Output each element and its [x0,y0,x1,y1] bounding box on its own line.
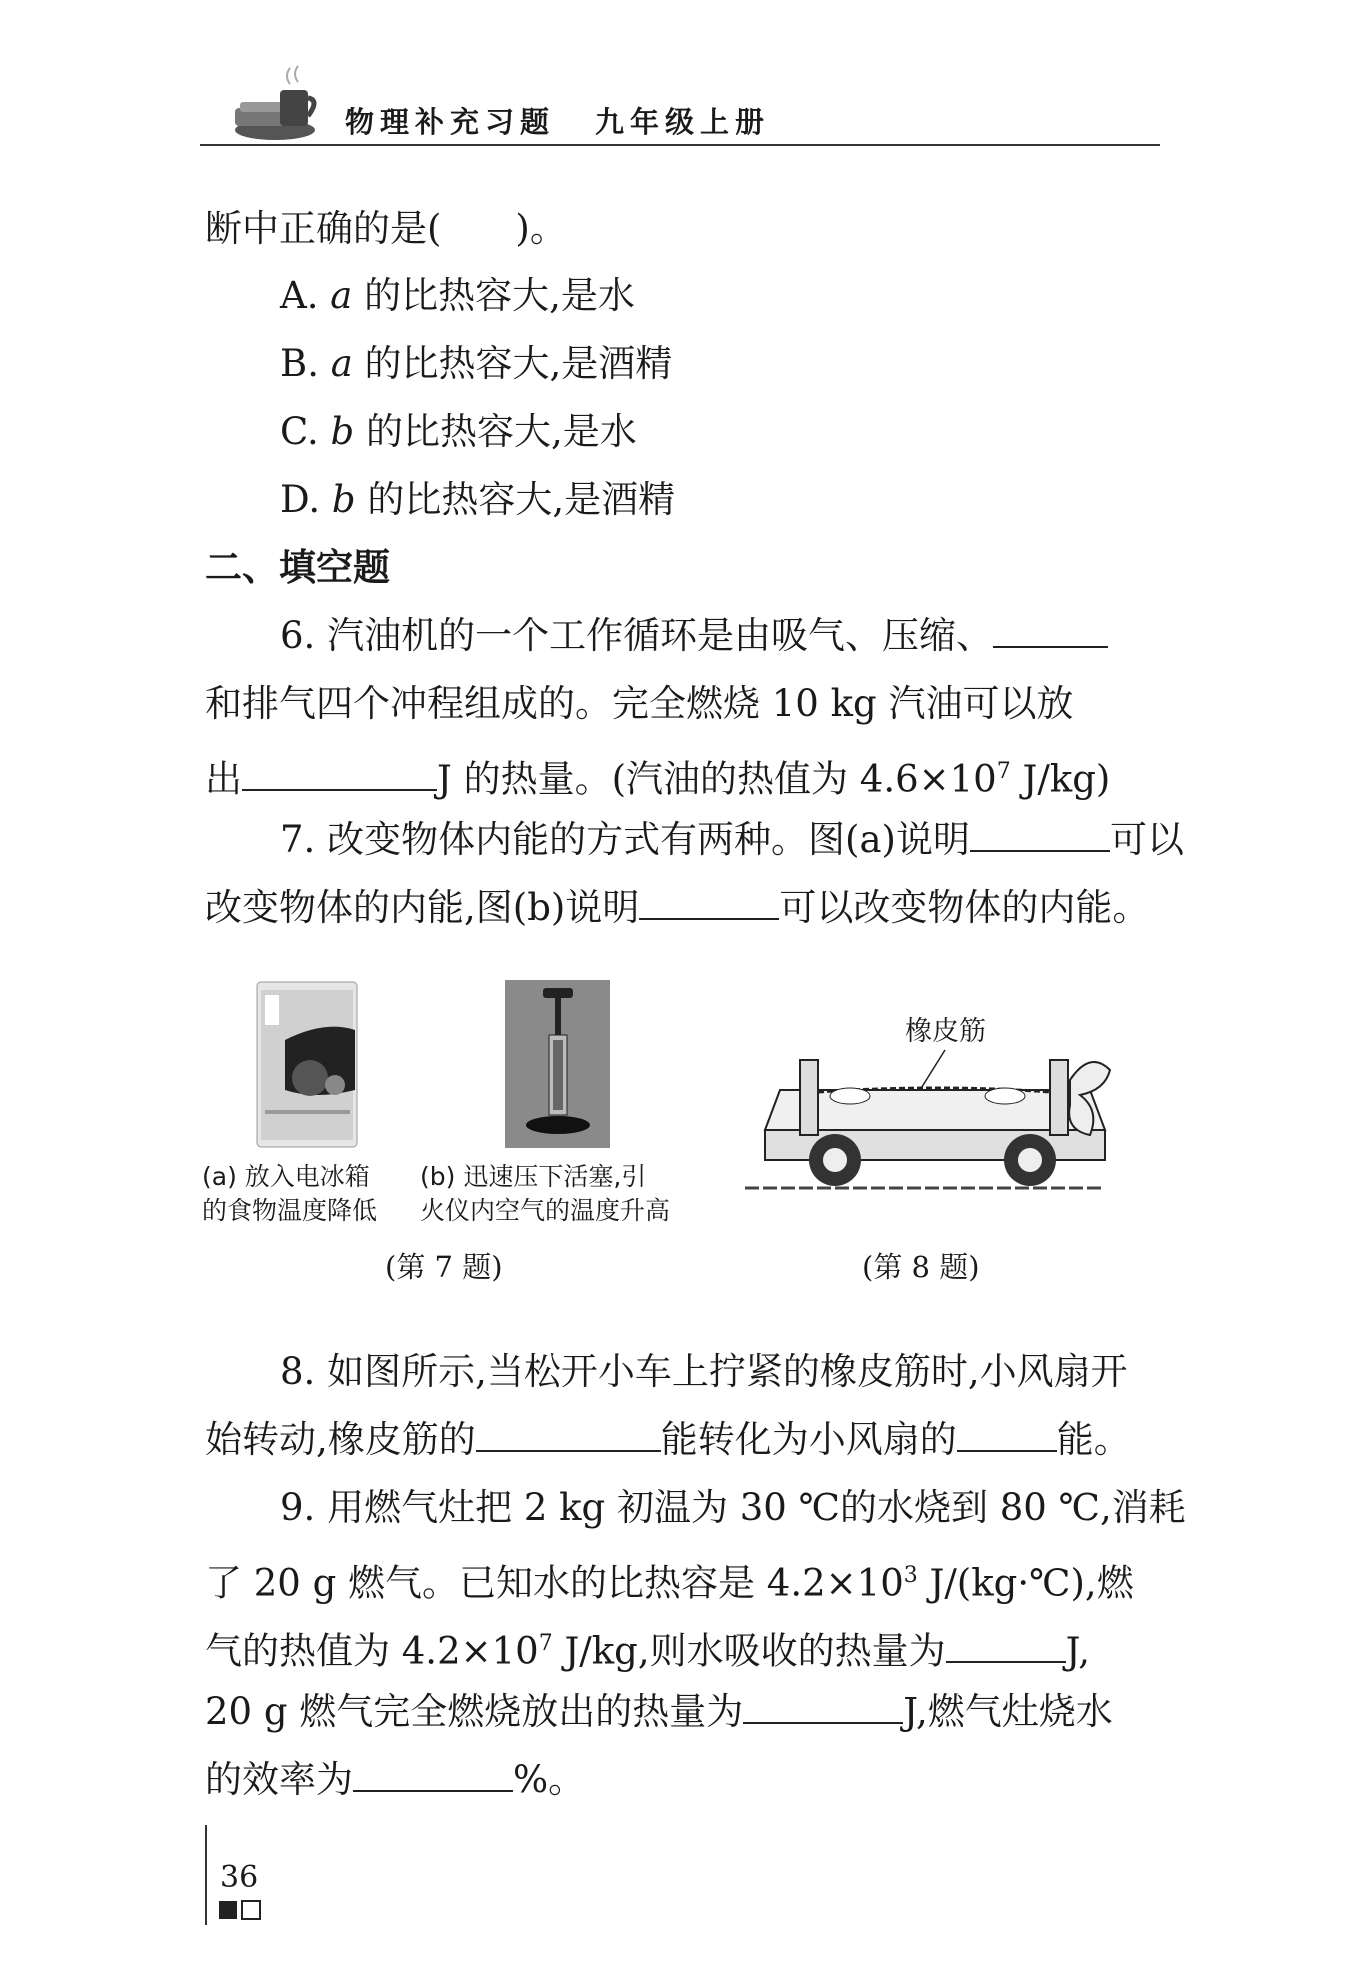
q9-line-1: 9. 用燃气灶把 2 kg 初温为 30 ℃的水烧到 80 ℃,消耗 [280,1486,1186,1529]
option-text: 的比热容大,是水 [364,274,635,317]
q5-stem-tail: 断中正确的是( )。 [205,207,567,250]
q9-line-2 [205,1542,1134,1617]
caption-line: (b) 迅速压下活塞,引 [420,1162,647,1191]
option-letter: B. [280,342,319,385]
caption-line: 的食物温度降低 [202,1196,378,1225]
page-number-rule [205,1825,207,1925]
option-variable: b [331,478,356,521]
q9-text: 了 20 g 燃气。已知水的比热容是 4.2×10 [205,1561,904,1605]
q9-line-3 [205,1610,1090,1685]
exponent: 7 [538,1631,553,1656]
q6-text: 出 [205,757,242,801]
q8-text: 能。 [1056,1418,1131,1461]
answer-blank[interactable] [946,1627,1066,1663]
answer-blank[interactable] [476,1416,661,1452]
option-text: 的比热容大,是酒精 [364,342,673,385]
option-variable: a [330,274,353,317]
rubber-band-label: 橡皮筋 [905,1016,986,1047]
option-letter: A. [280,274,319,317]
q9-text: J,燃气灶烧水 [903,1690,1113,1733]
q9-text: %。 [513,1758,586,1801]
exponent: 7 [996,759,1011,784]
q7-text: 7. 改变物体内能的方式有两种。图(a)说明 [280,818,970,861]
caption-line: (a) 放入电冰箱 [202,1162,370,1191]
page-number: 36 [220,1860,259,1895]
q9-text: J, [1065,1629,1091,1673]
page-marker-icon [218,1900,264,1920]
q9-line-4 [205,1678,1113,1746]
option-variable: a [330,342,353,385]
answer-blank[interactable] [353,1756,513,1792]
q8-line-2 [205,1406,1131,1474]
q8-text: 始转动,橡皮筋的 [205,1418,476,1461]
exponent: 3 [903,1563,918,1588]
answer-blank[interactable] [743,1688,903,1724]
book-title: 物理补充习题 [345,105,556,139]
q8-line-1: 8. 如图所示,当松开小车上拧紧的橡皮筋时,小风扇开 [280,1350,1128,1393]
caption-line: 火仪内空气的温度升高 [420,1196,671,1225]
figure-8-label: (第 8 题) [862,1250,980,1284]
q9-line-5 [205,1746,585,1814]
q8-text: 能转化为小风扇的 [660,1418,957,1461]
q9-text: 的效率为 [205,1758,353,1801]
q6-text: J 的热量。(汽油的热值为 4.6×10 [437,757,997,801]
option-letter: C. [280,410,319,453]
figure-7-label: (第 7 题) [385,1250,503,1284]
option-text: 的比热容大,是水 [365,410,637,453]
q6-line-2: 和排气四个冲程组成的。完全燃烧 10 kg 汽油可以放 [205,682,1074,725]
section-title: 二、填空题 [205,546,390,589]
option-letter: D. [280,478,321,521]
q6-text: J/kg) [1010,757,1111,801]
q9-text: 20 g 燃气完全燃烧放出的热量为 [205,1690,744,1733]
q6-text: 6. 汽油机的一个工作循环是由吸气、压缩、 [280,614,994,657]
option-text: 的比热容大,是酒精 [367,478,676,521]
q9-text: J/(kg·℃),燃 [917,1561,1134,1605]
q7-text: 可以改变物体的内能。 [779,886,1150,929]
q9-text: 气的热值为 4.2×10 [205,1629,539,1673]
answer-blank[interactable] [957,1416,1057,1452]
option-variable: b [330,410,355,453]
q7-text: 可以 [1110,818,1184,861]
q7-text: 改变物体的内能,图(b)说明 [205,886,640,929]
q9-text: J/kg,则水吸收的热量为 [552,1629,946,1673]
book-grade: 九年级上册 [595,105,771,139]
